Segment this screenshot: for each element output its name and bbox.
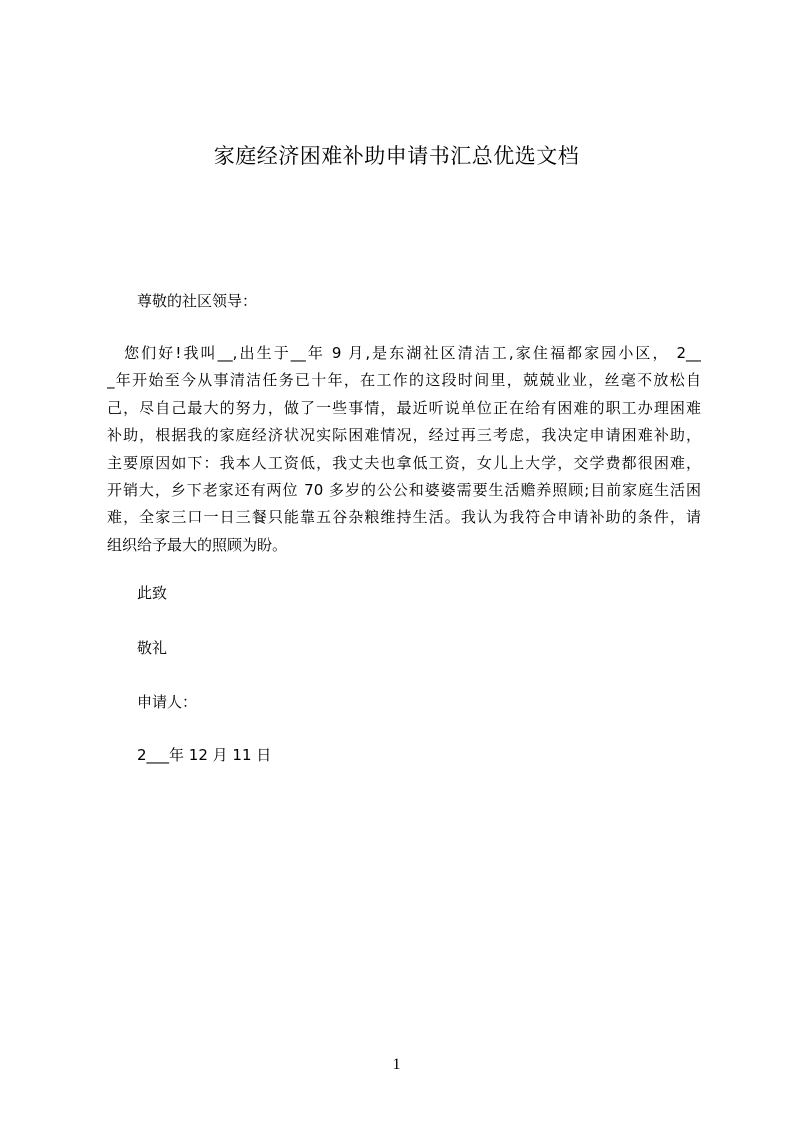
- salutation: 尊敬的社区领导：: [137, 292, 258, 310]
- application-date: 2___年 12 月 11 日: [137, 746, 272, 764]
- body-line: 组织给予最大的照顾为盼。: [107, 535, 288, 554]
- document-title: 家庭经济困难补助申请书汇总优选文档: [213, 144, 580, 168]
- body-line: 己，尽自己最大的努力，做了一些事情，最近听说单位正在给有困难的职工办理困难: [107, 398, 701, 417]
- body-line: 开销大，乡下老家还有两位 70 多岁的公公和婆婆需要生活赡养照顾;目前家庭生活困: [107, 481, 701, 500]
- body-line: 补助，根据我的家庭经济状况实际困难情况，经过再三考虑，我决定申请困难补助，: [107, 426, 701, 445]
- body-line: 难，全家三口一日三餐只能靠五谷杂粮维持生活。我认为我符合申请补助的条件，请: [107, 508, 701, 527]
- applicant-label: 申请人：: [137, 693, 198, 711]
- body-paragraph: [107, 340, 701, 559]
- body-line: 主要原因如下：我本人工资低，我丈夫也拿低工资，女儿上大学，交学费都很困难，: [107, 453, 701, 472]
- closing-cizhi: 此致: [137, 584, 168, 602]
- closing-jingli: 敬礼: [137, 639, 168, 657]
- body-line: 您们好!我叫__,出生于__年 9 月,是东湖社区清洁工,家住福都家园小区， 2__: [107, 344, 701, 362]
- body-line: _年开始至今从事清洁任务已十年，在工作的这段时间里，兢兢业业，丝毫不放松自: [107, 371, 701, 390]
- page-number: 1: [392, 1056, 401, 1073]
